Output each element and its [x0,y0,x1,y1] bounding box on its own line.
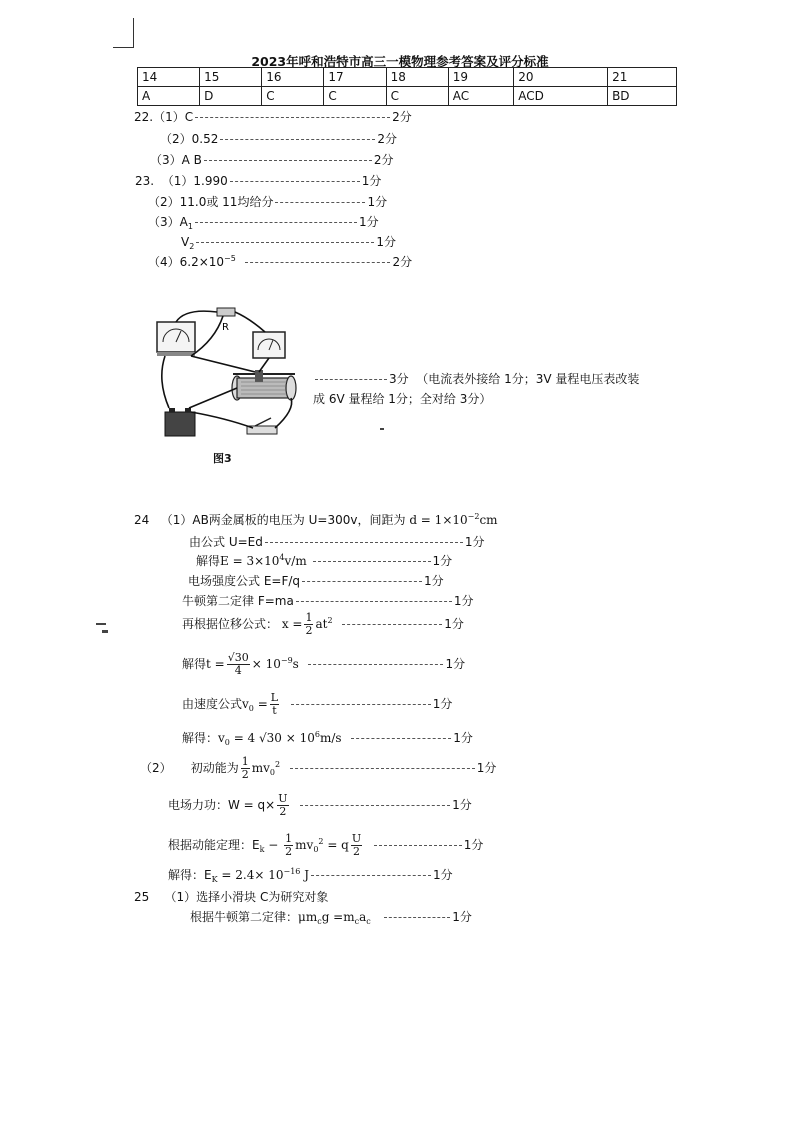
leader-dash [308,664,443,665]
score: 1分 [463,838,484,852]
answer-number-cell: 20 [514,68,608,87]
step-text: 由公式 U=Ed [189,535,263,549]
score: 1分 [432,697,453,711]
fraction-numerator: U [278,792,288,805]
answer-cell: D [200,87,262,106]
q23-item-3a [148,213,379,231]
circuit-note: （电流表外接给 1分；3V 量程电压表改装 [416,372,640,386]
fraction-numerator: L [270,691,279,704]
formula: x = [281,617,303,631]
step-text: 根据牛顿第二定律： [190,910,299,924]
score: 2分 [377,132,397,146]
fraction [241,756,250,781]
step-text: （1）选择小滑块 C为研究对象 [164,890,329,904]
resistor-icon [217,308,235,316]
fraction-numerator: 1 [241,755,249,768]
figure-caption: 图3 [213,452,232,465]
formula: 解得t = [182,657,225,671]
step-text: 初动能为 [190,761,239,775]
answer-cell: C [262,87,324,106]
answer-label: （1）1.990 [161,174,228,188]
question-number: 25 [134,890,150,904]
crop-mark-horizontal [113,47,134,48]
subscript: c [354,917,360,926]
answer-cell: AC [448,87,514,106]
score: 1分 [433,868,453,882]
superscript: 2 [327,616,333,625]
superscript: 6 [314,730,320,739]
answer-cell: ACD [514,87,608,106]
leader-dash [296,601,452,602]
leader-dash [204,160,372,161]
answer-cell: C [324,87,386,106]
leader-dash [311,875,431,876]
fraction-denominator: 4 [234,664,242,677]
q24-step-11 [168,833,483,858]
leader-dash [230,181,360,182]
leader-dash [196,242,374,243]
score: 3分 [389,372,409,386]
step-text: 再根据位移公式： [182,617,279,631]
score: 1分 [358,215,379,229]
q24-part2-step-9 [140,756,496,781]
formula: a [359,910,367,924]
step-text: 牛顿第二定律 F=ma [182,594,294,608]
part-label: （2） [140,761,172,775]
answer-cell: C [386,87,448,106]
voltmeter-icon [253,332,285,358]
score: 2分 [392,110,412,124]
superscript: 2 [318,837,324,846]
scan-speck [96,623,106,625]
scan-speck [102,630,108,633]
formula: × 10 [251,657,281,671]
circuit-score-line [313,370,639,387]
superscript: −9 [280,656,293,665]
fraction-denominator: t [272,704,277,717]
question-number: 22. [134,110,154,124]
leader-dash [290,768,475,769]
unit: m/s [319,731,342,745]
unit: cm [479,513,498,527]
q23-item-4 [148,253,412,270]
subscript: 1 [187,222,193,231]
superscript: 4 [279,553,285,562]
score: 1分 [452,910,472,924]
score: 1分 [453,594,474,608]
subscript: 0 [269,768,275,777]
score: 1分 [452,798,472,812]
superscript: −2 [467,512,480,521]
rheostat-icon [232,370,296,400]
score: 1分 [444,617,464,631]
answer-label: （4）6.2×10 [148,255,225,269]
unit: J [300,868,309,882]
leader-dash [245,262,390,263]
q22-item-3 [150,151,394,168]
formula: = 2.4× 10 [217,868,284,882]
superscript: −16 [283,867,301,876]
score: 1分 [453,731,473,745]
subscript: 0 [224,738,230,747]
q24-step-10 [168,793,472,818]
leader-dash [195,117,390,118]
q24-step-5 [182,612,464,637]
score: 1分 [424,574,444,588]
score: 1分 [445,657,466,671]
answer-cell: A [138,87,200,106]
fraction-numerator: U [351,832,362,845]
q24-step-6 [182,652,465,677]
fraction [227,652,250,677]
q25-part1 [134,888,328,905]
formula: μm [298,910,318,924]
subscript: k [259,845,265,854]
answer-label: （3）A B [150,153,202,167]
answer-number-cell: 14 [138,68,200,87]
leader-dash [315,379,387,380]
answer-label: （2）11.0或 11均给分 [148,195,274,209]
leader-dash [195,222,357,223]
leader-dash [275,202,365,203]
q23-item-3b [181,233,396,251]
subscript: 0 [313,845,319,854]
superscript: 2 [275,760,281,769]
fraction-numerator: √30 [227,651,249,664]
formula: at [315,617,328,631]
q24-step-1 [189,533,485,550]
superscript: −5 [224,254,236,263]
circuit-diagram [145,300,305,450]
q22-item-1 [134,108,412,125]
answer-label: （3）A [148,215,188,229]
fraction [277,793,288,818]
answer-label: （2）0.52 [160,132,219,146]
leader-dash [220,139,375,140]
formula: = 4 √30 × 10 [229,731,315,745]
q23-item-2 [148,193,387,210]
formula: mv [295,838,314,852]
question-number: 24 [134,513,150,527]
score: 1分 [476,761,497,775]
subscript: 2 [189,242,195,251]
subscript: K [211,875,218,884]
unit: v/m [284,554,307,568]
step-text: 电场力功：W = q× [168,798,276,812]
leader-dash [313,561,431,562]
leader-dash [351,738,451,739]
ammeter-icon [157,322,195,356]
step-text: 电场强度公式 E=F/q [188,574,301,588]
answer-cell: BD [608,87,677,106]
q24-step-2 [196,552,452,569]
battery-icon [165,408,195,436]
answer-number-cell: 21 [608,68,677,87]
step-text: （1）AB两金属板的电压为 U=300v，间距为 [160,513,406,527]
score: 2分 [392,255,413,269]
fraction-denominator: 2 [285,845,293,858]
formula: 解得：v [182,731,225,745]
q24-step-7 [182,692,452,717]
fraction-numerator: 1 [305,611,313,624]
answer-table [137,67,677,106]
answer-label: （1）C [153,110,194,124]
leader-dash [342,624,442,625]
answer-number-cell: 16 [262,68,324,87]
q24-step-12 [168,866,453,884]
fraction-denominator: 2 [279,805,287,818]
question-number: 23. [135,174,155,188]
scan-speck [380,428,384,430]
subscript: c [366,917,371,926]
formula: d = 1×10 [409,513,468,527]
score: 1分 [376,235,396,249]
score: 2分 [373,153,394,167]
crop-mark-vertical [133,18,134,48]
answer-table-numbers-row [138,68,677,87]
q24-step-8 [182,729,473,747]
q22-item-2 [160,130,397,147]
switch-icon [247,418,277,434]
step-text: 解得：E [168,868,212,882]
leader-dash [291,704,431,705]
fraction [304,612,313,637]
score: 1分 [464,535,485,549]
fraction-denominator: 2 [241,768,249,781]
formula: mv [251,761,270,775]
fraction-numerator: 1 [285,832,293,845]
leader-dash [265,542,463,543]
q24-step-3 [188,572,444,589]
q24-part1-intro [134,511,498,528]
q25-step-1 [190,908,472,926]
q23-item-1 [135,172,381,189]
step-text: 根据动能定理：E [168,838,260,852]
leader-dash [384,917,450,918]
page-title: 2023年呼和浩特市高三一模物理参考答案及评分标准 [251,54,549,69]
leader-dash [302,581,422,582]
answer-number-cell: 17 [324,68,386,87]
formula: = [253,697,268,711]
subscript: 0 [248,704,254,713]
score: 1分 [432,554,453,568]
fraction [284,833,293,858]
fraction-denominator: 2 [305,624,313,637]
leader-dash [374,845,462,846]
answer-number-cell: 15 [200,68,262,87]
score: 1分 [361,174,382,188]
fraction [270,692,279,717]
formula: g =m [321,910,355,924]
q24-step-4 [182,592,473,609]
subscript: c [317,917,322,926]
answer-number-cell: 19 [448,68,514,87]
formula: 由速度公式v [182,697,249,711]
score: 1分 [367,195,388,209]
answer-number-cell: 18 [386,68,448,87]
answer-table-answers-row [138,87,677,106]
answer-label: V [181,235,190,249]
leader-dash [300,805,450,806]
circuit-note-line-2: 成 6V 量程给 1分；全对给 3分） [313,392,492,406]
fraction [351,833,362,858]
resistor-label: R [222,322,229,333]
unit: s [292,657,299,671]
formula: = q [323,838,349,852]
formula: − [264,838,283,852]
formula: 解得E = 3×10 [196,554,280,568]
fraction-denominator: 2 [353,845,361,858]
